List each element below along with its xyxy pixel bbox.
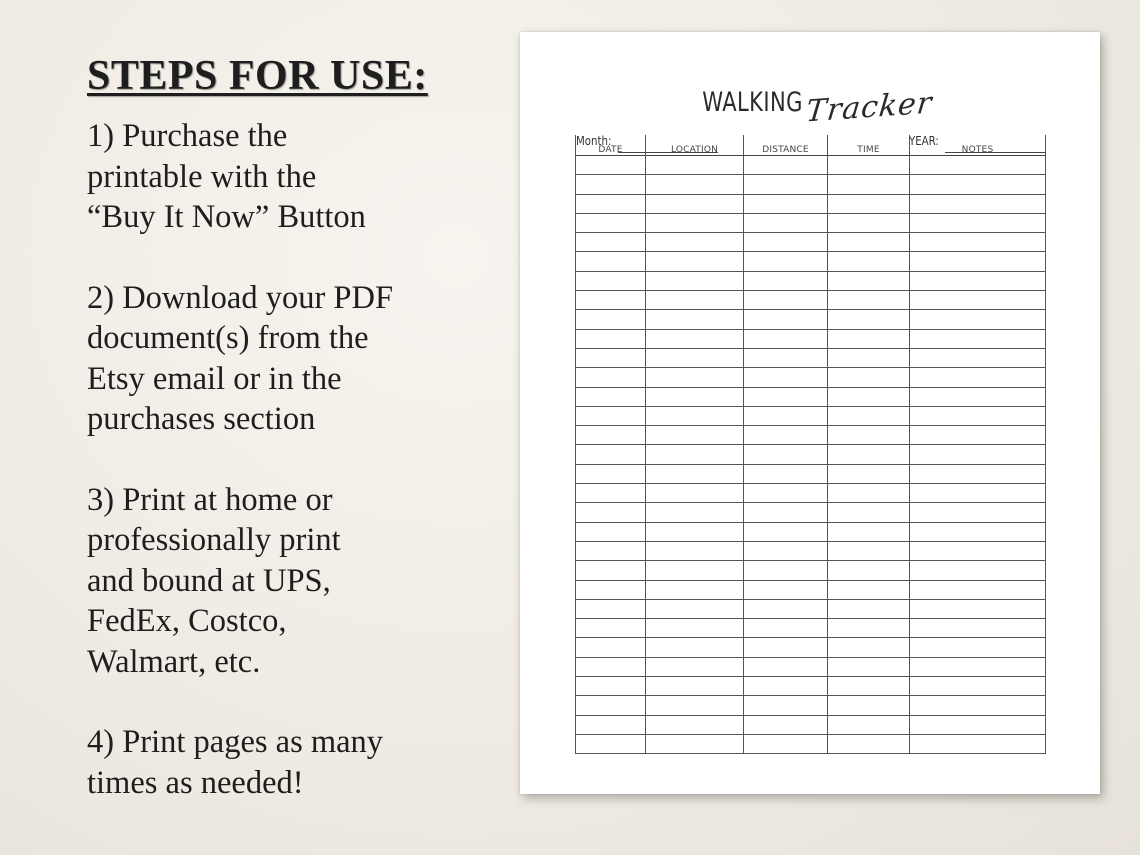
table-row <box>576 541 1046 560</box>
step-line: purchases section <box>87 401 316 437</box>
step-line: and bound at UPS, <box>87 562 331 599</box>
column-header-time: TIME <box>828 135 910 156</box>
table-cell <box>744 715 828 734</box>
table-cell <box>744 561 828 580</box>
step-line: 3) Print at home or <box>87 481 333 518</box>
table-cell <box>744 426 828 445</box>
table-cell <box>828 484 910 503</box>
table-cell <box>744 696 828 715</box>
step-line: Etsy email or in the <box>87 360 342 397</box>
table-row <box>576 599 1046 618</box>
step-line: 2) Download your PDF <box>87 279 394 316</box>
table-cell <box>910 561 1046 580</box>
table-cell <box>910 657 1046 676</box>
table-header-row <box>576 135 1046 156</box>
table-cell <box>646 715 744 734</box>
table-row <box>576 638 1046 657</box>
table-cell <box>744 387 828 406</box>
table-cell <box>646 156 744 175</box>
table-cell <box>828 156 910 175</box>
table-cell <box>576 406 646 425</box>
table-cell <box>576 657 646 676</box>
table-cell <box>576 233 646 252</box>
table-row <box>576 715 1046 734</box>
table-cell <box>744 657 828 676</box>
table-row <box>576 464 1046 483</box>
table-row <box>576 348 1046 367</box>
table-row <box>576 734 1046 753</box>
table-row <box>576 291 1046 310</box>
table-cell <box>576 426 646 445</box>
table-cell <box>744 271 828 290</box>
table-cell <box>910 156 1046 175</box>
year-label: YEAR: <box>909 134 939 148</box>
table-cell <box>576 503 646 522</box>
table-cell <box>828 194 910 213</box>
table-cell <box>646 426 744 445</box>
table-cell <box>576 580 646 599</box>
table-cell <box>828 310 910 329</box>
table-row <box>576 580 1046 599</box>
table-cell <box>828 677 910 696</box>
table-cell <box>828 329 910 348</box>
table-row <box>576 387 1046 406</box>
steps-for-use-panel <box>87 52 487 843</box>
table-cell <box>744 677 828 696</box>
table-cell <box>828 406 910 425</box>
table-cell <box>828 252 910 271</box>
table-cell <box>576 175 646 194</box>
table-cell <box>828 271 910 290</box>
table-row <box>576 233 1046 252</box>
table-cell <box>646 503 744 522</box>
table-cell <box>576 387 646 406</box>
table-row <box>576 522 1046 541</box>
table-cell <box>744 580 828 599</box>
table-cell <box>576 348 646 367</box>
steps-heading: STEPS FOR USE: <box>87 53 428 99</box>
table-cell <box>744 194 828 213</box>
table-cell <box>910 580 1046 599</box>
table-cell <box>646 657 744 676</box>
table-cell <box>744 599 828 618</box>
table-cell <box>646 734 744 753</box>
table-cell <box>910 271 1046 290</box>
table-row <box>576 484 1046 503</box>
table-cell <box>576 541 646 560</box>
table-cell <box>576 522 646 541</box>
step-2 <box>87 278 487 440</box>
table-cell <box>910 175 1046 194</box>
table-cell <box>646 252 744 271</box>
table-cell <box>646 329 744 348</box>
step-line: printable with the <box>87 158 317 195</box>
table-cell <box>576 445 646 464</box>
table-cell <box>910 426 1046 445</box>
table-cell <box>828 696 910 715</box>
table-row <box>576 561 1046 580</box>
table-cell <box>828 213 910 232</box>
table-cell <box>828 657 910 676</box>
table-cell <box>910 291 1046 310</box>
table-cell <box>744 291 828 310</box>
table-cell <box>744 484 828 503</box>
table-cell <box>576 156 646 175</box>
column-header-location: LOCATION <box>646 135 744 156</box>
table-cell <box>576 368 646 387</box>
table-cell <box>828 233 910 252</box>
table-cell <box>744 252 828 271</box>
table-cell <box>828 715 910 734</box>
month-label: Month: <box>576 134 612 148</box>
table-cell <box>646 387 744 406</box>
table-cell <box>744 368 828 387</box>
table-cell <box>646 696 744 715</box>
table-cell <box>646 619 744 638</box>
table-cell <box>828 561 910 580</box>
table-cell <box>646 464 744 483</box>
table-row <box>576 271 1046 290</box>
table-cell <box>828 734 910 753</box>
table-cell <box>646 310 744 329</box>
table-cell <box>646 233 744 252</box>
step-line: “Buy It Now” Button <box>87 199 366 235</box>
table-row <box>576 252 1046 271</box>
table-row <box>576 426 1046 445</box>
table-cell <box>646 445 744 464</box>
table-cell <box>646 541 744 560</box>
table-cell <box>828 541 910 560</box>
table-cell <box>576 734 646 753</box>
table-cell <box>576 619 646 638</box>
table-cell <box>744 348 828 367</box>
table-cell <box>910 252 1046 271</box>
table-cell <box>744 503 828 522</box>
table-row <box>576 213 1046 232</box>
table-cell <box>828 291 910 310</box>
table-cell <box>910 619 1046 638</box>
table-cell <box>744 522 828 541</box>
table-cell <box>910 387 1046 406</box>
table-cell <box>576 561 646 580</box>
table-cell <box>910 213 1046 232</box>
title-tracker: Tracker <box>804 85 934 130</box>
table-cell <box>828 387 910 406</box>
column-header-distance: DISTANCE <box>744 135 828 156</box>
table-cell <box>910 233 1046 252</box>
table-cell <box>576 677 646 696</box>
table-cell <box>828 638 910 657</box>
table-cell <box>646 677 744 696</box>
table-cell <box>910 522 1046 541</box>
step-line: professionally print <box>87 522 341 558</box>
table-row <box>576 503 1046 522</box>
table-cell <box>744 734 828 753</box>
table-cell <box>744 406 828 425</box>
step-line: FedEx, Costco, <box>87 603 287 639</box>
table-cell <box>744 233 828 252</box>
table-cell <box>910 677 1046 696</box>
table-cell <box>576 329 646 348</box>
step-line: 4) Print pages as many <box>87 724 384 760</box>
table-body <box>576 156 1046 754</box>
table-cell <box>744 213 828 232</box>
table-cell <box>646 368 744 387</box>
table-cell <box>646 213 744 232</box>
table-row <box>576 310 1046 329</box>
table-cell <box>828 599 910 618</box>
table-cell <box>646 348 744 367</box>
table-cell <box>828 348 910 367</box>
table-cell <box>910 194 1046 213</box>
table-cell <box>576 213 646 232</box>
table-cell <box>910 406 1046 425</box>
printable-page-preview <box>520 32 1100 794</box>
table-cell <box>744 156 828 175</box>
table-row <box>576 175 1046 194</box>
table-cell <box>910 464 1046 483</box>
table-cell <box>744 175 828 194</box>
table-cell <box>646 271 744 290</box>
table-cell <box>646 599 744 618</box>
table-cell <box>576 599 646 618</box>
table-cell <box>828 445 910 464</box>
table-cell <box>576 252 646 271</box>
table-cell <box>910 503 1046 522</box>
step-1 <box>87 116 487 238</box>
step-line: times as needed! <box>87 764 304 801</box>
table-cell <box>744 541 828 560</box>
table-cell <box>646 406 744 425</box>
page-title <box>520 84 1100 130</box>
table-cell <box>910 715 1046 734</box>
table-cell <box>744 638 828 657</box>
table-cell <box>646 580 744 599</box>
table-row <box>576 445 1046 464</box>
table-cell <box>744 619 828 638</box>
table-row <box>576 619 1046 638</box>
table-cell <box>576 715 646 734</box>
step-line: 1) Purchase the <box>87 118 288 154</box>
table-cell <box>576 638 646 657</box>
table-cell <box>646 194 744 213</box>
table-row <box>576 657 1046 676</box>
table-cell <box>576 310 646 329</box>
step-line: document(s) from the <box>87 320 369 356</box>
table-row <box>576 696 1046 715</box>
table-row <box>576 156 1046 175</box>
table-cell <box>576 696 646 715</box>
table-cell <box>828 503 910 522</box>
table-cell <box>910 368 1046 387</box>
table-cell <box>744 329 828 348</box>
table-cell <box>744 445 828 464</box>
step-3 <box>87 480 487 683</box>
table-cell <box>828 426 910 445</box>
table-row <box>576 368 1046 387</box>
table-cell <box>828 522 910 541</box>
table-cell <box>576 484 646 503</box>
table-cell <box>646 291 744 310</box>
table-cell <box>744 464 828 483</box>
table-cell <box>828 619 910 638</box>
table-cell <box>910 734 1046 753</box>
table-cell <box>910 310 1046 329</box>
table-cell <box>910 348 1046 367</box>
table-cell <box>828 580 910 599</box>
table-cell <box>646 484 744 503</box>
table-cell <box>910 484 1046 503</box>
table-cell <box>576 291 646 310</box>
title-walking: WALKING <box>701 87 803 118</box>
table-row <box>576 329 1046 348</box>
table-cell <box>828 175 910 194</box>
table-cell <box>576 194 646 213</box>
walking-log-table <box>575 135 1046 754</box>
table-cell <box>744 310 828 329</box>
table-cell <box>646 638 744 657</box>
table-cell <box>910 445 1046 464</box>
column-header-date: DATE <box>576 135 646 156</box>
table-row <box>576 406 1046 425</box>
table-cell <box>910 329 1046 348</box>
table-cell <box>828 464 910 483</box>
table-cell <box>646 175 744 194</box>
column-header-notes: NOTES <box>910 135 1046 156</box>
table-row <box>576 194 1046 213</box>
table-cell <box>646 522 744 541</box>
table-cell <box>576 271 646 290</box>
table-cell <box>576 464 646 483</box>
table-cell <box>910 599 1046 618</box>
table-cell <box>828 368 910 387</box>
step-line: Walmart, etc. <box>87 643 261 680</box>
table-cell <box>910 638 1046 657</box>
table-cell <box>910 696 1046 715</box>
table-row <box>576 677 1046 696</box>
step-4 <box>87 722 487 803</box>
table-cell <box>646 561 744 580</box>
table-cell <box>910 541 1046 560</box>
